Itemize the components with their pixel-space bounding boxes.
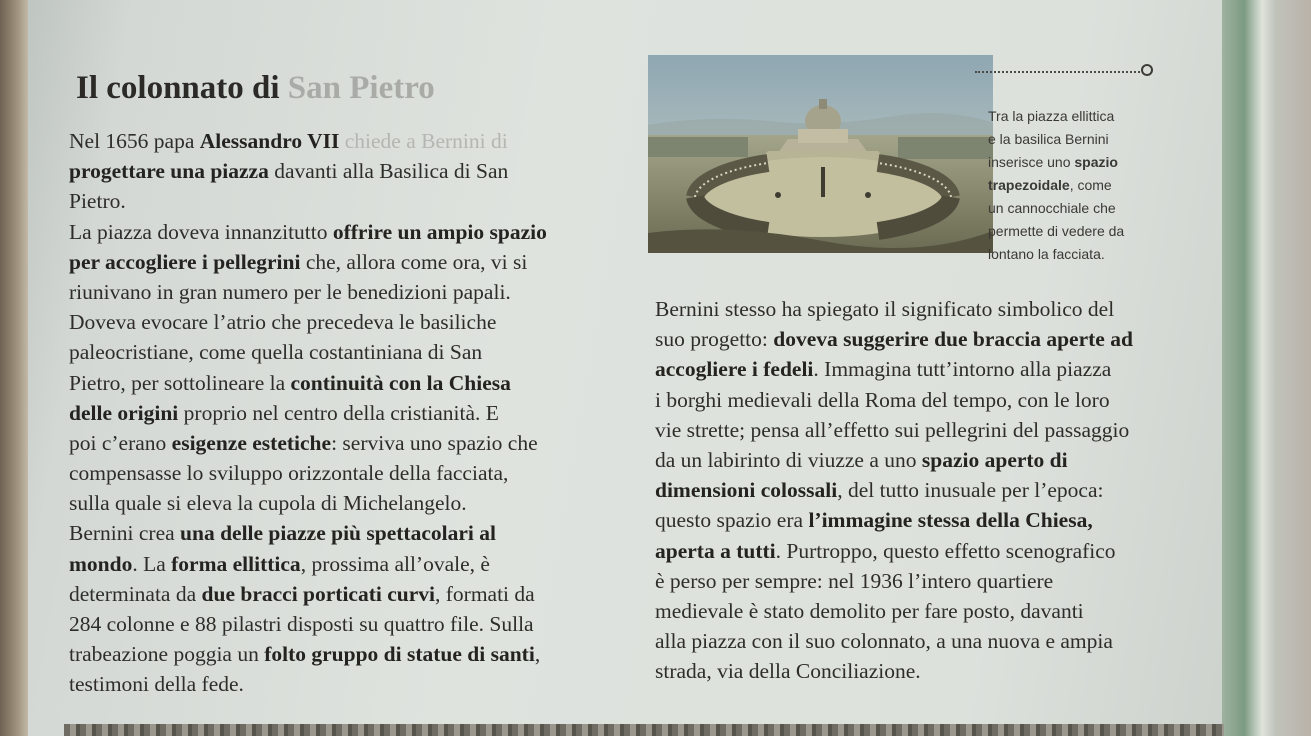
text-line <box>69 579 547 609</box>
text-line <box>69 549 547 579</box>
text-line <box>655 385 1133 415</box>
text-line <box>69 609 547 639</box>
text-line <box>69 669 547 699</box>
text-line <box>988 243 1124 266</box>
title-main: Il colonnato di <box>76 70 280 106</box>
bold-phrase: offrire un ampio spazio <box>332 219 547 244</box>
left-column-text <box>69 126 547 700</box>
bold-phrase: esigenze estetiche <box>171 430 332 455</box>
text-run: poi c’erano <box>69 430 172 455</box>
text-run: , del tutto inusuale per l’epoca: <box>837 478 1104 503</box>
text-run: è perso per sempre: nel 1936 l’intero quartiere <box>655 568 1054 593</box>
title-faded: San Pietro <box>287 70 435 106</box>
text-line <box>988 197 1124 220</box>
text-run: . La <box>132 551 172 576</box>
text-run: , <box>534 642 541 667</box>
bold-phrase: continuità con la Chiesa <box>290 370 511 395</box>
text-line <box>69 186 547 216</box>
bold-phrase: progettare una piazza <box>69 159 269 184</box>
text-line <box>69 458 547 488</box>
text-line <box>69 428 547 458</box>
text-line <box>655 656 1133 686</box>
text-line <box>655 596 1133 626</box>
text-line <box>69 488 547 518</box>
text-run: un cannocchiale che <box>988 200 1116 216</box>
text-line <box>69 398 547 428</box>
text-line <box>988 128 1124 151</box>
text-run: Pietro. <box>69 189 126 214</box>
text-line <box>69 156 547 186</box>
text-line <box>69 518 547 548</box>
text-line <box>988 174 1124 197</box>
bold-phrase: spazio aperto di <box>921 447 1068 472</box>
text-run: i borghi medievali della Roma del tempo, con le loro <box>655 387 1110 412</box>
text-line <box>655 324 1133 354</box>
bold-phrase: Alessandro VII <box>199 129 340 153</box>
text-line <box>988 220 1124 243</box>
bold-phrase: spazio <box>1074 154 1118 170</box>
text-run: chiede a Bernini di <box>339 129 508 153</box>
text-line <box>655 415 1133 445</box>
text-run: questo spazio era <box>655 508 809 533</box>
bold-phrase: accogliere i fedeli <box>655 357 814 382</box>
page-title <box>76 70 435 107</box>
bold-phrase: forma ellittica <box>171 551 301 576</box>
bold-phrase: dimensioni colossali <box>655 478 838 503</box>
caption-leader-circle <box>1141 64 1153 76</box>
text-run: paleocristiane, come quella costantiniana di San <box>69 340 483 365</box>
bold-phrase: due bracci porticati curvi <box>201 581 435 606</box>
bottom-image-strip <box>64 724 1224 736</box>
text-line <box>655 294 1133 324</box>
bold-phrase: doveva suggerire due braccia aperte ad <box>773 327 1133 352</box>
text-run: La piazza doveva innanzitutto <box>69 219 333 244</box>
text-run: riunivano in gran numero per le benedizioni papali. <box>69 279 511 304</box>
text-run: inserisce uno <box>988 154 1075 170</box>
text-run: che, allora come ora, vi si <box>300 249 528 274</box>
text-line <box>69 277 547 307</box>
text-run: 284 colonne e 88 pilastri disposti su quattro file. Sulla <box>69 612 534 636</box>
image-caption <box>988 105 1124 266</box>
text-run: proprio nel centro della cristianità. E <box>178 400 499 425</box>
bold-phrase: mondo <box>69 551 133 576</box>
text-run: , prossima all’ovale, è <box>300 551 490 576</box>
text-run: compensasse lo sviluppo orizzontale della facciata, <box>69 461 509 486</box>
text-run: medievale è stato demolito per fare posto, davanti <box>655 598 1084 623</box>
text-line <box>988 151 1124 174</box>
right-column-text <box>655 294 1133 686</box>
text-run: trabeazione poggia un <box>69 642 265 667</box>
caption-leader-line <box>975 71 1140 73</box>
text-line <box>655 536 1133 566</box>
text-run: lontano la facciata. <box>988 246 1105 262</box>
text-run: : serviva uno spazio che <box>331 430 538 455</box>
text-run: permette di vedere da <box>988 223 1125 239</box>
bold-phrase: per accogliere i pellegrini <box>69 249 301 274</box>
text-run: suo progetto: <box>655 327 774 352</box>
text-line <box>655 626 1133 656</box>
text-run: testimoni della fede. <box>69 672 244 697</box>
text-line <box>69 247 547 277</box>
text-run: determinata da <box>69 581 202 606</box>
text-run: sulla quale si eleva la cupola di Michelangelo. <box>69 491 467 516</box>
text-run: davanti alla Basilica di San <box>268 159 509 184</box>
bold-phrase: trapezoidale <box>988 177 1070 193</box>
text-run: alla piazza con il suo colonnato, a una nuova e ampia <box>655 629 1113 654</box>
text-line <box>69 639 547 669</box>
text-line <box>655 505 1133 535</box>
text-run: . Immagina tutt’intorno alla piazza <box>813 357 1112 382</box>
text-run: strada, via della Conciliazione. <box>655 659 921 684</box>
bold-phrase: folto gruppo di statue di santi <box>264 642 535 667</box>
bold-phrase: aperta a tutti <box>655 538 776 563</box>
text-run: Nel 1656 papa <box>69 129 200 153</box>
text-run: Pietro, per sottolineare la <box>69 370 291 395</box>
bold-phrase: l’immagine stessa della Chiesa, <box>808 508 1093 533</box>
text-line <box>655 566 1133 596</box>
text-run: , formati da <box>435 581 535 606</box>
page-stack-edge <box>1222 0 1311 736</box>
text-run: Doveva evocare l’atrio che precedeva le basiliche <box>69 310 497 335</box>
text-run: da un labirinto di viuzze a uno <box>655 447 922 472</box>
text-line <box>69 217 547 247</box>
bold-phrase: delle origini <box>69 400 179 425</box>
piazza-engraving-image <box>648 55 993 253</box>
text-line <box>988 105 1124 128</box>
text-run: Bernini crea <box>69 521 181 546</box>
text-run: Tra la piazza ellittica <box>988 108 1115 124</box>
text-line <box>69 337 547 367</box>
text-run: . Purtroppo, questo effetto scenografico <box>775 538 1116 563</box>
bold-phrase: una delle piazze più spettacolari al <box>180 521 496 546</box>
text-line <box>655 445 1133 475</box>
text-run: Bernini stesso ha spiegato il significato simbolico del <box>655 297 1115 321</box>
text-line <box>655 475 1133 505</box>
text-run: vie strette; pensa all’effetto sui pellegrini del passaggio <box>655 417 1130 442</box>
text-run: e la basilica Bernini <box>988 131 1109 147</box>
text-run: , come <box>1069 177 1112 193</box>
text-line <box>655 354 1133 384</box>
text-line <box>69 307 547 337</box>
text-line <box>69 126 547 156</box>
text-line <box>69 368 547 398</box>
